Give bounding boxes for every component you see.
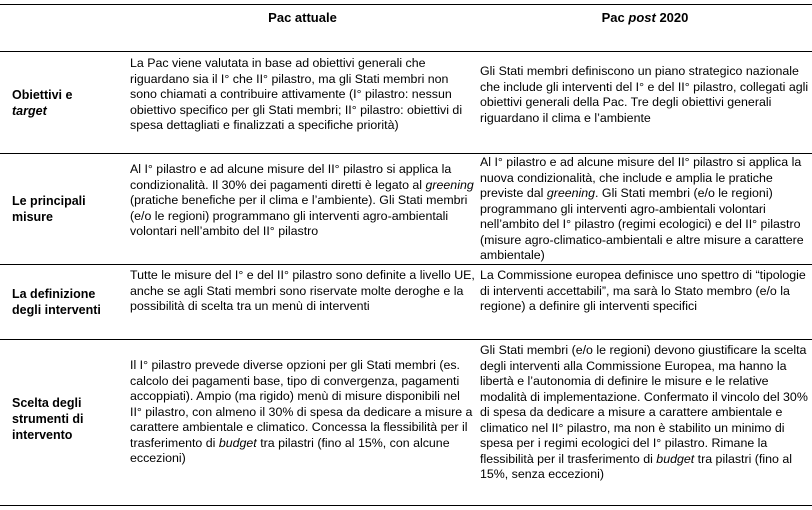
- cell-strumenti-current: [130, 358, 475, 467]
- header-rule: [0, 51, 812, 52]
- cell-strumenti-post2020: [480, 343, 810, 483]
- column-header-post-italic: post: [628, 10, 656, 25]
- cell-obiettivi-current: La Pac viene valutata in base ad obiettivi generali che riguardano sia il I° che II° pilastro, ma gli Stati membri non sono chiamati a contribuire attivamente (I° pilastro: nessun obiettivo specifico per gli Stati membri; II° pilastro: obiettivi di spesa dettagliati e finalizzati a specifiche priorità): [130, 56, 463, 132]
- column-header-post2020: [480, 10, 810, 25]
- cell-misure-current-a: Al I° pilastro e ad alcune misure del II° pilastro si applica la condizionalità. Il 30% dei pagamenti diretti è legato al: [130, 162, 452, 192]
- cell-strumenti-post-b: tra pilastri (fino al 15%, senza eccezioni): [480, 451, 792, 481]
- cell-obiettivi-post2020: Gli Stati membri definiscono un piano strategico nazionale che include gli interventi del I° e del II° pilastro, collegati agli obiettivi generali della Pac. Tre degli obiettivi generali riguardano il clima e l’ambiente: [480, 64, 809, 125]
- row-label-strumenti: Scelta degli strumenti di intervento: [12, 396, 84, 442]
- row-rule-1: [0, 153, 812, 154]
- row-label-obiettivi-line2: target: [12, 104, 47, 118]
- row-rule-2: [0, 264, 812, 265]
- cell-strumenti-current-b: tra pilastri (fino al 15%, con alcune eccezioni): [130, 435, 450, 465]
- cell-misure-post-a: Al I° pilastro e ad alcune misure del II° pilastro si applica la nuova condizionalità, che include e amplia le pratiche previste dal: [480, 155, 802, 200]
- cell-misure-current-b: (pratiche benefiche per il clima e l’ambiente). Gli Stati membri (e/o le regioni) programmano gli interventi agro-ambientali volontari nell’ambito del II° pilastro: [130, 193, 468, 238]
- row-label-obiettivi: [12, 87, 122, 119]
- row-label-misure: Le principali misure: [12, 194, 86, 224]
- column-header-post-suffix: 2020: [655, 10, 689, 25]
- cell-strumenti-post-italic: budget: [656, 451, 695, 466]
- cell-definizione-current: Tutte le misure del I° e del II° pilastro sono definite a livello UE, anche se agli Stati membri sono riservate molte deroghe e la possibilità di scelta tra un menù di interventi: [130, 268, 475, 313]
- cell-strumenti-current-italic: budget: [218, 435, 257, 450]
- cell-misure-current: [130, 162, 475, 240]
- table-bottom-rule: [0, 505, 812, 506]
- column-header-current-label: Pac attuale: [268, 10, 337, 25]
- cell-misure-current-italic: greening: [425, 177, 474, 192]
- table-top-rule: [0, 4, 812, 5]
- row-label-obiettivi-line1: Obiettivi e: [12, 88, 73, 102]
- cell-definizione-post2020: La Commissione europea definisce uno spettro di “tipologie di interventi accettabili”, ma sarà lo Stato membro (e/o la regione) a definire gli interventi specifici: [480, 268, 806, 313]
- column-header-current: [130, 10, 475, 25]
- cell-misure-post2020: [480, 155, 810, 264]
- cell-strumenti-post-a: Gli Stati membri (e/o le regioni) devono giustificare la scelta degli interventi alla Commissione Europea, ma hanno la libertà e l’autonomia di definire le misure e le relative modalità di implementazione. Confermato il vincolo del 30% di spesa da dedicare a misure a carattere ambientale e climatico nel II° pilastro, ma non è stabilito un minimo di spesa per i regimi ecologici del I° pilastro. Rimane la flessibilità per il trasferimento di: [480, 343, 808, 466]
- row-rule-3: [0, 339, 812, 340]
- row-label-definizione: La definizione degli interventi: [12, 287, 101, 317]
- cell-strumenti-current-a: Il I° pilastro prevede diverse opzioni per gli Stati membri (es. calcolo dei pagamenti base, tipo di convergenza, pagamenti accoppiati). Ampio (ma rigido) menù di misure disponibili nel II° pilastro, con almeno il 30% di spesa da dedicare a misure a carattere ambientale e climatico. Concessa la flessibilità per il trasferimento di: [130, 358, 473, 450]
- column-header-post-prefix: Pac: [601, 10, 629, 25]
- cell-misure-post-italic: greening: [546, 186, 596, 200]
- cell-misure-post-b: . Gli Stati membri (e/o le regioni) programmano gli interventi agro-ambientali volontari nell’ambito del I° pilastro (regimi ecologici) e del II° pilastro (misure agro-climatico-ambientali e altre misure a carattere ambientale): [480, 186, 804, 262]
